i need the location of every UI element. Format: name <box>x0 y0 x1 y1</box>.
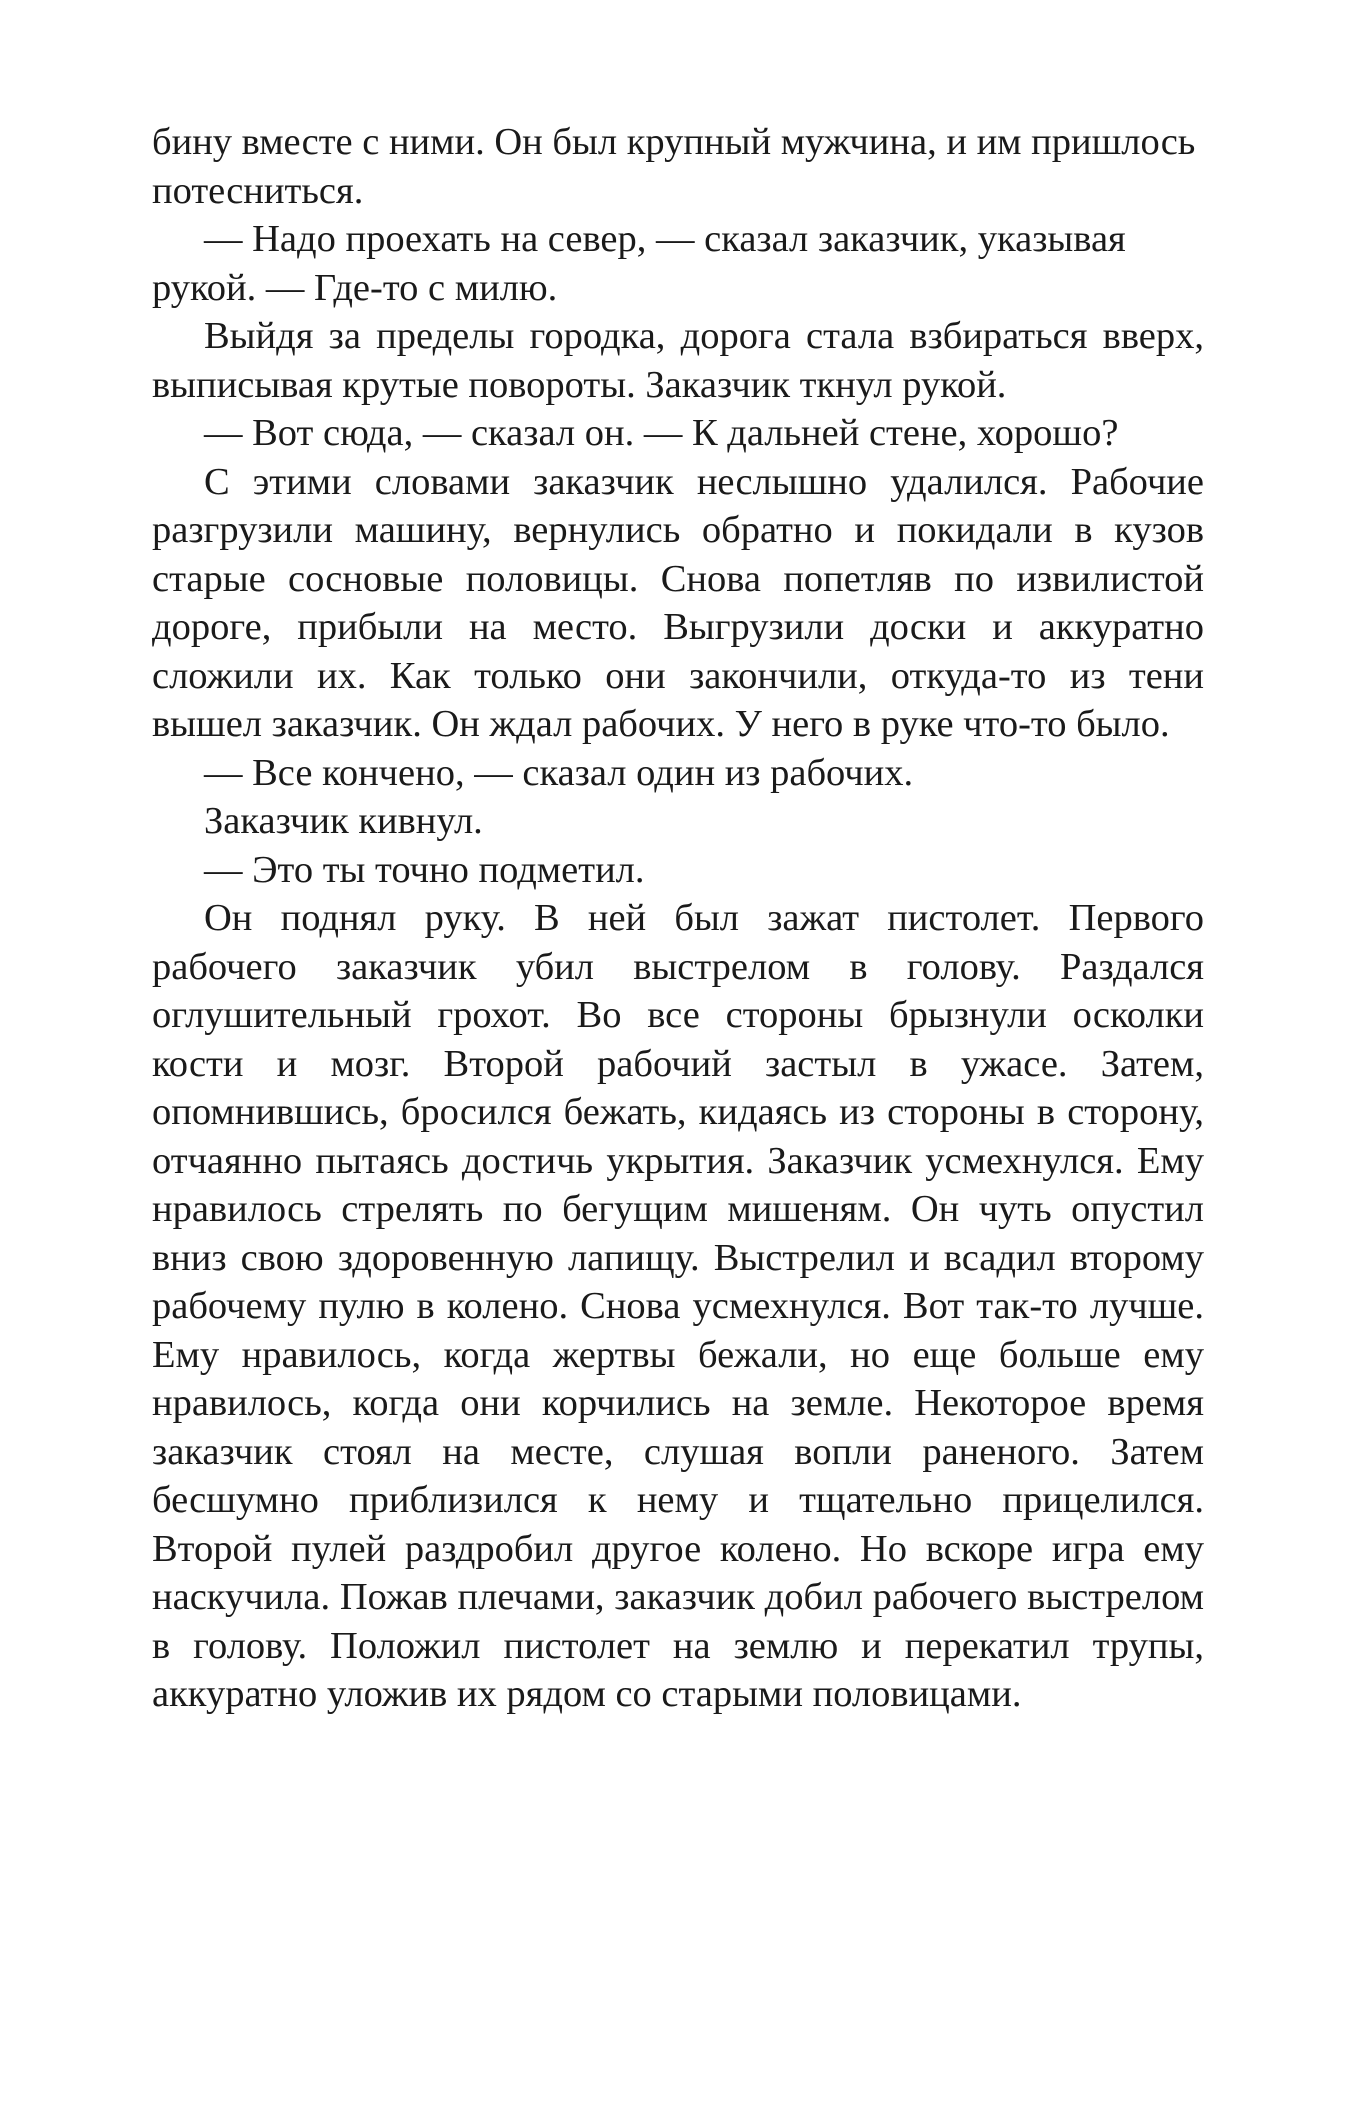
paragraph-2: — Надо проехать на север, — сказал заказчик, указывая рукой. — Где-то с милю. <box>152 218 1126 309</box>
paragraph-9: Он поднял руку. В ней был зажат пистолет. Первого рабочего заказчик убил выстрелом в голову. Раздался оглушительный грохот. Во все стороны брызнули осколки кости и мозг. Второй рабочий застыл в ужасе. Затем, опомнившись, бросился бежать, кидаясь из стороны в сторону, отчаянно пытаясь достичь укрытия. Заказчик усмехнулся. Ему нравилось стрелять по бегущим мишеням. Он чуть опустил вниз свою здоровенную лапищу. Выстрелил и всадил второму рабочему пулю в колено. Снова усмехнулся. Вот так-то лучше. Ему нравилось, когда жертвы бежали, но еще больше ему нравилось, когда они корчились на земле. Некоторое время заказчик стоял на месте, слушая вопли раненого. Затем бесшумно приблизился к нему и тщательно прицелился. Второй пулей раздробил другое колено. Но вскоре игра ему наскучила. Пожав плечами, заказчик добил рабочего выстрелом в голову. Положил пистолет на землю и перекатил трупы, аккуратно уложив их рядом со старыми половицами. <box>152 897 1204 1715</box>
paragraph-7: Заказчик кивнул. <box>204 800 483 842</box>
paragraph-3: Выйдя за пределы городка, дорога стала взбираться вверх, выписывая крутые повороты. Заказчик ткнул рукой. <box>152 315 1204 406</box>
paragraph-6: — Все кончено, — сказал один из рабочих. <box>204 751 914 794</box>
paragraph-5: С этими словами заказчик неслышно удалился. Рабочие разгрузили машину, вернулись обратно и покидали в кузов старые сосновые половицы. Снова попетляв по извилистой дороге, прибыли на место. Выгрузили доски и аккуратно сложили их. Как только они закончили, откуда-то из тени вышел заказчик. Он ждал рабочих. У него в руке что-то было. <box>152 460 1204 745</box>
page-text <box>152 118 1204 1719</box>
paragraph-1: бину вместе с ними. Он был крупный мужчина, и им пришлось потесниться. <box>152 121 1196 212</box>
paragraph-8: — Это ты точно подметил. <box>204 848 645 891</box>
paragraph-4: — Вот сюда, — сказал он. — К дальней стене, хорошо? <box>204 412 1119 454</box>
